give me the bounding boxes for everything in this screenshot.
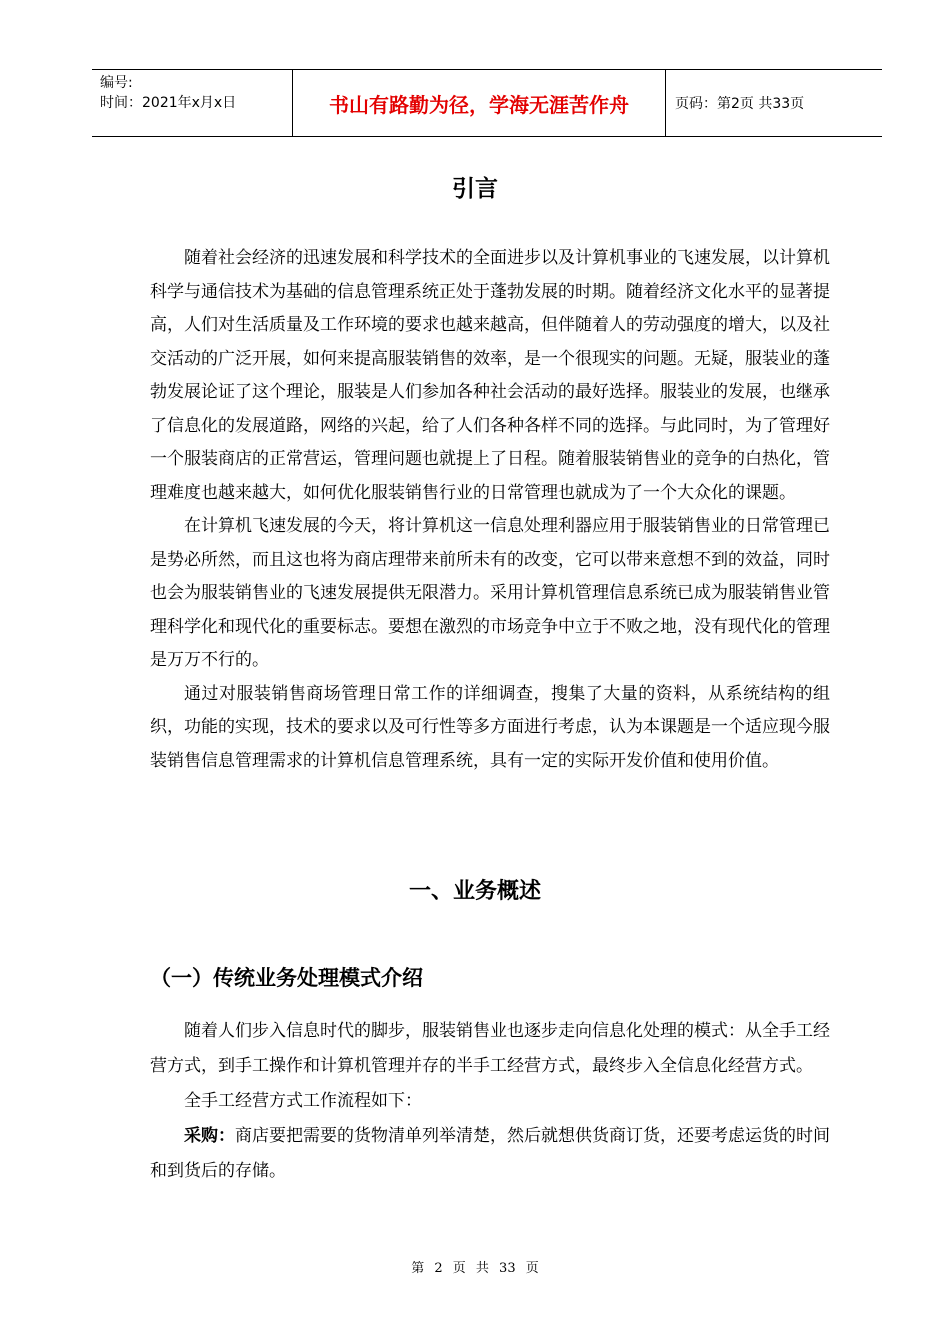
intro-paragraph-2: 在计算机飞速发展的今天，将计算机这一信息处理利器应用于服装销售业的日常管理已是势必所然，而且这也将为商店理带来前所未有的改变，它可以带来意想不到的效益，同时也会为服装销售业的飞速发展提供无限潜力。采用计算机管理信息系统已成为服装销售业管理科学化和现代化的重要标志。要想在激烈的市场竞争中立于不败之地，没有现代化的管理是万万不行的。 — [150, 516, 830, 670]
intro-paragraph-1: 随着社会经济的迅速发展和科学技术的全面进步以及计算机事业的飞速发展，以计算机科学与通信技术为基础的信息管理系统正处于蓬勃发展的时期。随着经济文化水平的显著提高，人们对生活质量及工作环境的要求也越来越高，但伴随着人的劳动强度的增大，以及社交活动的广泛开展，如何来提高服装销售的效率，是一个很现实的问题。无疑，服装业的蓬勃发展论证了这个理论，服装是人们参加各种社会活动的最好选择。服装业的发展，也继承了信息化的发展道路，网络的兴起，给了人们各种各样不同的选择。与此同时，为了管理好一个服装商店的正常营运，管理问题也就提上了日程。随着服装销售业的竞争的白热化，管理难度也越来越大，如何优化服装销售行业的日常管理也就成为了一个大众化的课题。 — [150, 248, 830, 503]
page-header — [92, 69, 882, 137]
header-motto: 书山有路勤为径，学海无涯苦作舟 — [293, 70, 666, 136]
subsection-title: （一）传统业务处理模式介绍 — [150, 966, 423, 990]
page-title: 引言 — [452, 176, 498, 202]
page-footer: 第 2 页 共 33 页 — [411, 1261, 539, 1276]
purchase-paragraph — [150, 1119, 830, 1189]
purchase-term: 采购： — [184, 1126, 235, 1146]
intro-section — [150, 242, 830, 778]
body-paragraph-1: 随着人们步入信息时代的脚步，服装销售业也逐步走向信息化处理的模式：从全手工经营方式，到手工操作和计算机管理并存的半手工经营方式，最终步入全信息化经营方式。 — [150, 1021, 830, 1076]
intro-paragraph-3: 通过对服装销售商场管理日常工作的详细调查，搜集了大量的资料，从系统结构的组织，功能的实现，技术的要求以及可行性等多方面进行考虑，认为本课题是一个适应现今服装销售信息管理需求的计算机信息管理系统，具有一定的实际开发价值和使用价值。 — [150, 683, 830, 771]
header-page-number: 页码：第2页 共33页 — [675, 96, 805, 112]
header-meta — [92, 70, 293, 136]
body-paragraph-2: 全手工经营方式工作流程如下： — [184, 1091, 422, 1111]
time-label: 时间：2021年x月x日 — [100, 95, 237, 111]
doc-id-label: 编号: — [100, 75, 133, 91]
section-title: 一、业务概述 — [408, 879, 541, 904]
business-overview-body — [150, 1014, 830, 1189]
purchase-text: 商店要把需要的货物清单列举清楚，然后就想供货商订货，还要考虑运货的时间和到货后的存储。 — [150, 1126, 830, 1181]
